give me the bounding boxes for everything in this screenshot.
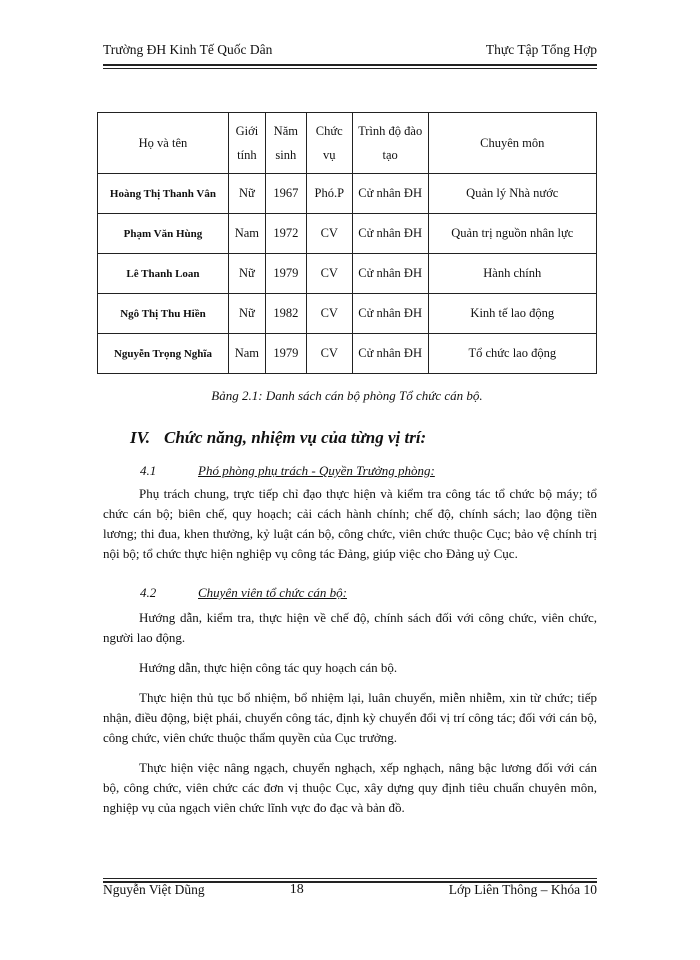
cell-education: Cử nhân ĐH (352, 334, 428, 374)
subsection-title: Phó phòng phụ trách - Quyền Trưởng phòng: (198, 463, 435, 478)
cell-position: CV (306, 254, 352, 294)
header-cell-specialty: Chuyên môn (428, 113, 596, 174)
cell-specialty: Kinh tế lao động (428, 294, 596, 334)
header-rule-thin (103, 68, 597, 69)
table-row (98, 214, 597, 254)
table-row (98, 174, 597, 214)
cell-birth-year: 1979 (265, 334, 306, 374)
subsection-title: Chuyên viên tổ chức cán bộ: (198, 585, 347, 600)
subsection-number: 4.1 (140, 463, 157, 478)
cell-name: Lê Thanh Loan (98, 254, 229, 294)
table-header-row (98, 113, 597, 174)
header-cell-education: Trình độ đào tạo (352, 113, 428, 174)
cell-specialty: Hành chính (428, 254, 596, 294)
table-row (98, 294, 597, 334)
paragraph: Thực hiện thủ tục bổ nhiệm, bổ nhiệm lại, luân chuyển, miễn nhiễm, xin từ chức; tiếp nhận, điều động, biệt phái, chuyển công tác, định kỳ chuyển đổi vị trí công tác; đối với cán bộ, công chức, viên chức thuộc thẩm quyền của Cục trưởng. (103, 690, 597, 745)
paragraph: Phụ trách chung, trực tiếp chỉ đạo thực hiện và kiểm tra công tác tổ chức bộ máy; tổ chức cán bộ; biên chế, quy hoạch; cải cách hành chính; chế độ, chính sách; lao động tiền lương; thi đua, khen thưởng, kỷ luật cán bộ, công chức, viên chức thuộc Cục; bảo vệ chính trị nội bộ; tổ chức thực hiện nghiệp vụ công tác Đảng, giúp việc cho Đảng uỷ Cục. (103, 486, 597, 561)
header-university: Trường ĐH Kinh Tế Quốc Dân (103, 42, 273, 57)
cell-birth-year: 1967 (265, 174, 306, 214)
page-footer (103, 882, 597, 898)
cell-education: Cử nhân ĐH (352, 174, 428, 214)
staff-table (97, 112, 597, 374)
footer-author: Nguyễn Việt Dũng (103, 882, 205, 897)
table-row (98, 334, 597, 374)
cell-name: Hoàng Thị Thanh Vân (98, 174, 229, 214)
cell-position: CV (306, 334, 352, 374)
cell-gender: Nam (228, 334, 265, 374)
table-caption: Bảng 2.1: Danh sách cán bộ phòng Tổ chức cán bộ. (211, 388, 483, 403)
cell-name: Nguyễn Trọng Nghĩa (98, 334, 229, 374)
section-number: IV. (130, 428, 151, 447)
cell-birth-year: 1982 (265, 294, 306, 334)
paragraph: Thực hiện việc nâng ngạch, chuyển nghạch, xếp nghạch, nâng bậc lương đối với cán bộ, công chức, viên chức các đơn vị thuộc Cục, xây dựng quy định tiêu chuẩn chuyên môn, nghiệp vụ của ngạch viên chức lĩnh vực đo đạc và bản đồ. (103, 760, 597, 815)
cell-specialty: Tổ chức lao động (428, 334, 596, 374)
header-cell-name: Họ và tên (98, 113, 229, 174)
cell-education: Cử nhân ĐH (352, 294, 428, 334)
paragraph: Hướng dẫn, kiểm tra, thực hiện về chế độ, chính sách đối với công chức, viên chức, người lao động. (103, 610, 597, 645)
subsection-body (103, 608, 597, 818)
header-cell-position: Chức vụ (306, 113, 352, 174)
cell-gender: Nam (228, 214, 265, 254)
section-heading (130, 428, 426, 448)
cell-position: CV (306, 214, 352, 254)
cell-education: Cử nhân ĐH (352, 254, 428, 294)
footer-rule-thin (103, 878, 597, 879)
cell-birth-year: 1972 (265, 214, 306, 254)
cell-gender: Nữ (228, 174, 265, 214)
cell-gender: Nữ (228, 294, 265, 334)
section-title: Chức năng, nhiệm vụ của từng vị trí: (164, 428, 427, 447)
cell-specialty: Quản lý Nhà nước (428, 174, 596, 214)
header-report-title: Thực Tập Tổng Hợp (485, 42, 597, 57)
header-cell-gender: Giới tính (228, 113, 265, 174)
paragraph: Hướng dẫn, thực hiện công tác quy hoạch cán bộ. (139, 660, 398, 675)
footer-class: Lớp Liên Thông – Khóa 10 (448, 882, 597, 897)
cell-specialty: Quản trị nguồn nhân lực (428, 214, 596, 254)
cell-position: Phó.P (306, 174, 352, 214)
page-number: 18 (289, 882, 304, 897)
cell-education: Cử nhân ĐH (352, 214, 428, 254)
cell-position: CV (306, 294, 352, 334)
cell-name: Phạm Văn Hùng (98, 214, 229, 254)
table-row (98, 254, 597, 294)
subsection-number: 4.2 (140, 585, 157, 600)
subsection-heading (140, 463, 435, 479)
cell-name: Ngô Thị Thu Hiền (98, 294, 229, 334)
cell-birth-year: 1979 (265, 254, 306, 294)
cell-gender: Nữ (228, 254, 265, 294)
page-header (103, 42, 597, 58)
subsection-body (103, 484, 597, 564)
subsection-heading (140, 585, 347, 601)
header-rule (103, 64, 597, 66)
header-cell-birth-year: Năm sinh (265, 113, 306, 174)
